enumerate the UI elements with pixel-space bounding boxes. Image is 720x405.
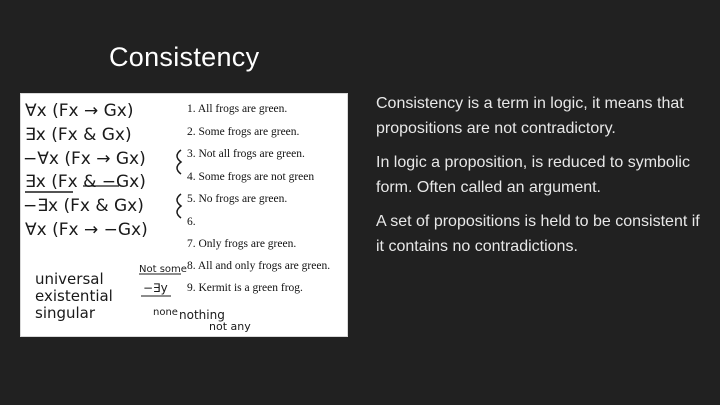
slide-title: Consistency bbox=[109, 42, 260, 72]
note-not-some: Not some bbox=[139, 264, 187, 275]
note-existential: existential bbox=[35, 287, 113, 305]
statement-3: 3. Not all frogs are green. bbox=[187, 148, 305, 160]
formula-2: ∃x (Fx & Gx) bbox=[25, 125, 132, 145]
formula-1: ∀x (Fx → Gx) bbox=[25, 101, 134, 121]
note-universal: universal bbox=[35, 270, 104, 288]
paragraph-3: A set of propositions is held to be consistent if it contains no contradictions. bbox=[376, 213, 700, 255]
note-none: none bbox=[153, 307, 178, 318]
note-not-any: not any bbox=[209, 320, 251, 333]
brace-mark-1 bbox=[177, 150, 181, 174]
brace-mark-2 bbox=[177, 194, 181, 218]
statement-6: 6. bbox=[187, 216, 196, 228]
statement-4: 4. Some frogs are not green bbox=[187, 171, 315, 183]
statement-8: 8. All and only frogs are green. bbox=[187, 260, 331, 272]
statement-7: 7. Only frogs are green. bbox=[187, 238, 297, 250]
note-singular: singular bbox=[35, 304, 96, 322]
statement-5: 5. No frogs are green. bbox=[187, 193, 288, 205]
formula-5: −∃x (Fx & Gx) bbox=[23, 196, 144, 216]
note-neg-exists: −∃y bbox=[143, 281, 168, 295]
formula-3: −∀x (Fx → Gx) bbox=[23, 149, 146, 169]
note-nothing: nothing bbox=[179, 308, 225, 322]
paragraph-2: In logic a proposition, is reduced to symbolic form. Often called an argument. bbox=[376, 154, 690, 196]
formula-4: ∃x (Fx & −Gx) bbox=[25, 172, 146, 192]
statement-1: 1. All frogs are green. bbox=[187, 103, 288, 115]
slide-body bbox=[376, 92, 706, 269]
formula-6: ∀x (Fx → −Gx) bbox=[25, 220, 148, 240]
paragraph-1: Consistency is a term in logic, it means that propositions are not contradictory. bbox=[376, 95, 684, 137]
logic-notes-image bbox=[20, 93, 348, 337]
statement-9: 9. Kermit is a green frog. bbox=[187, 282, 303, 294]
statement-2: 2. Some frogs are green. bbox=[187, 126, 300, 138]
